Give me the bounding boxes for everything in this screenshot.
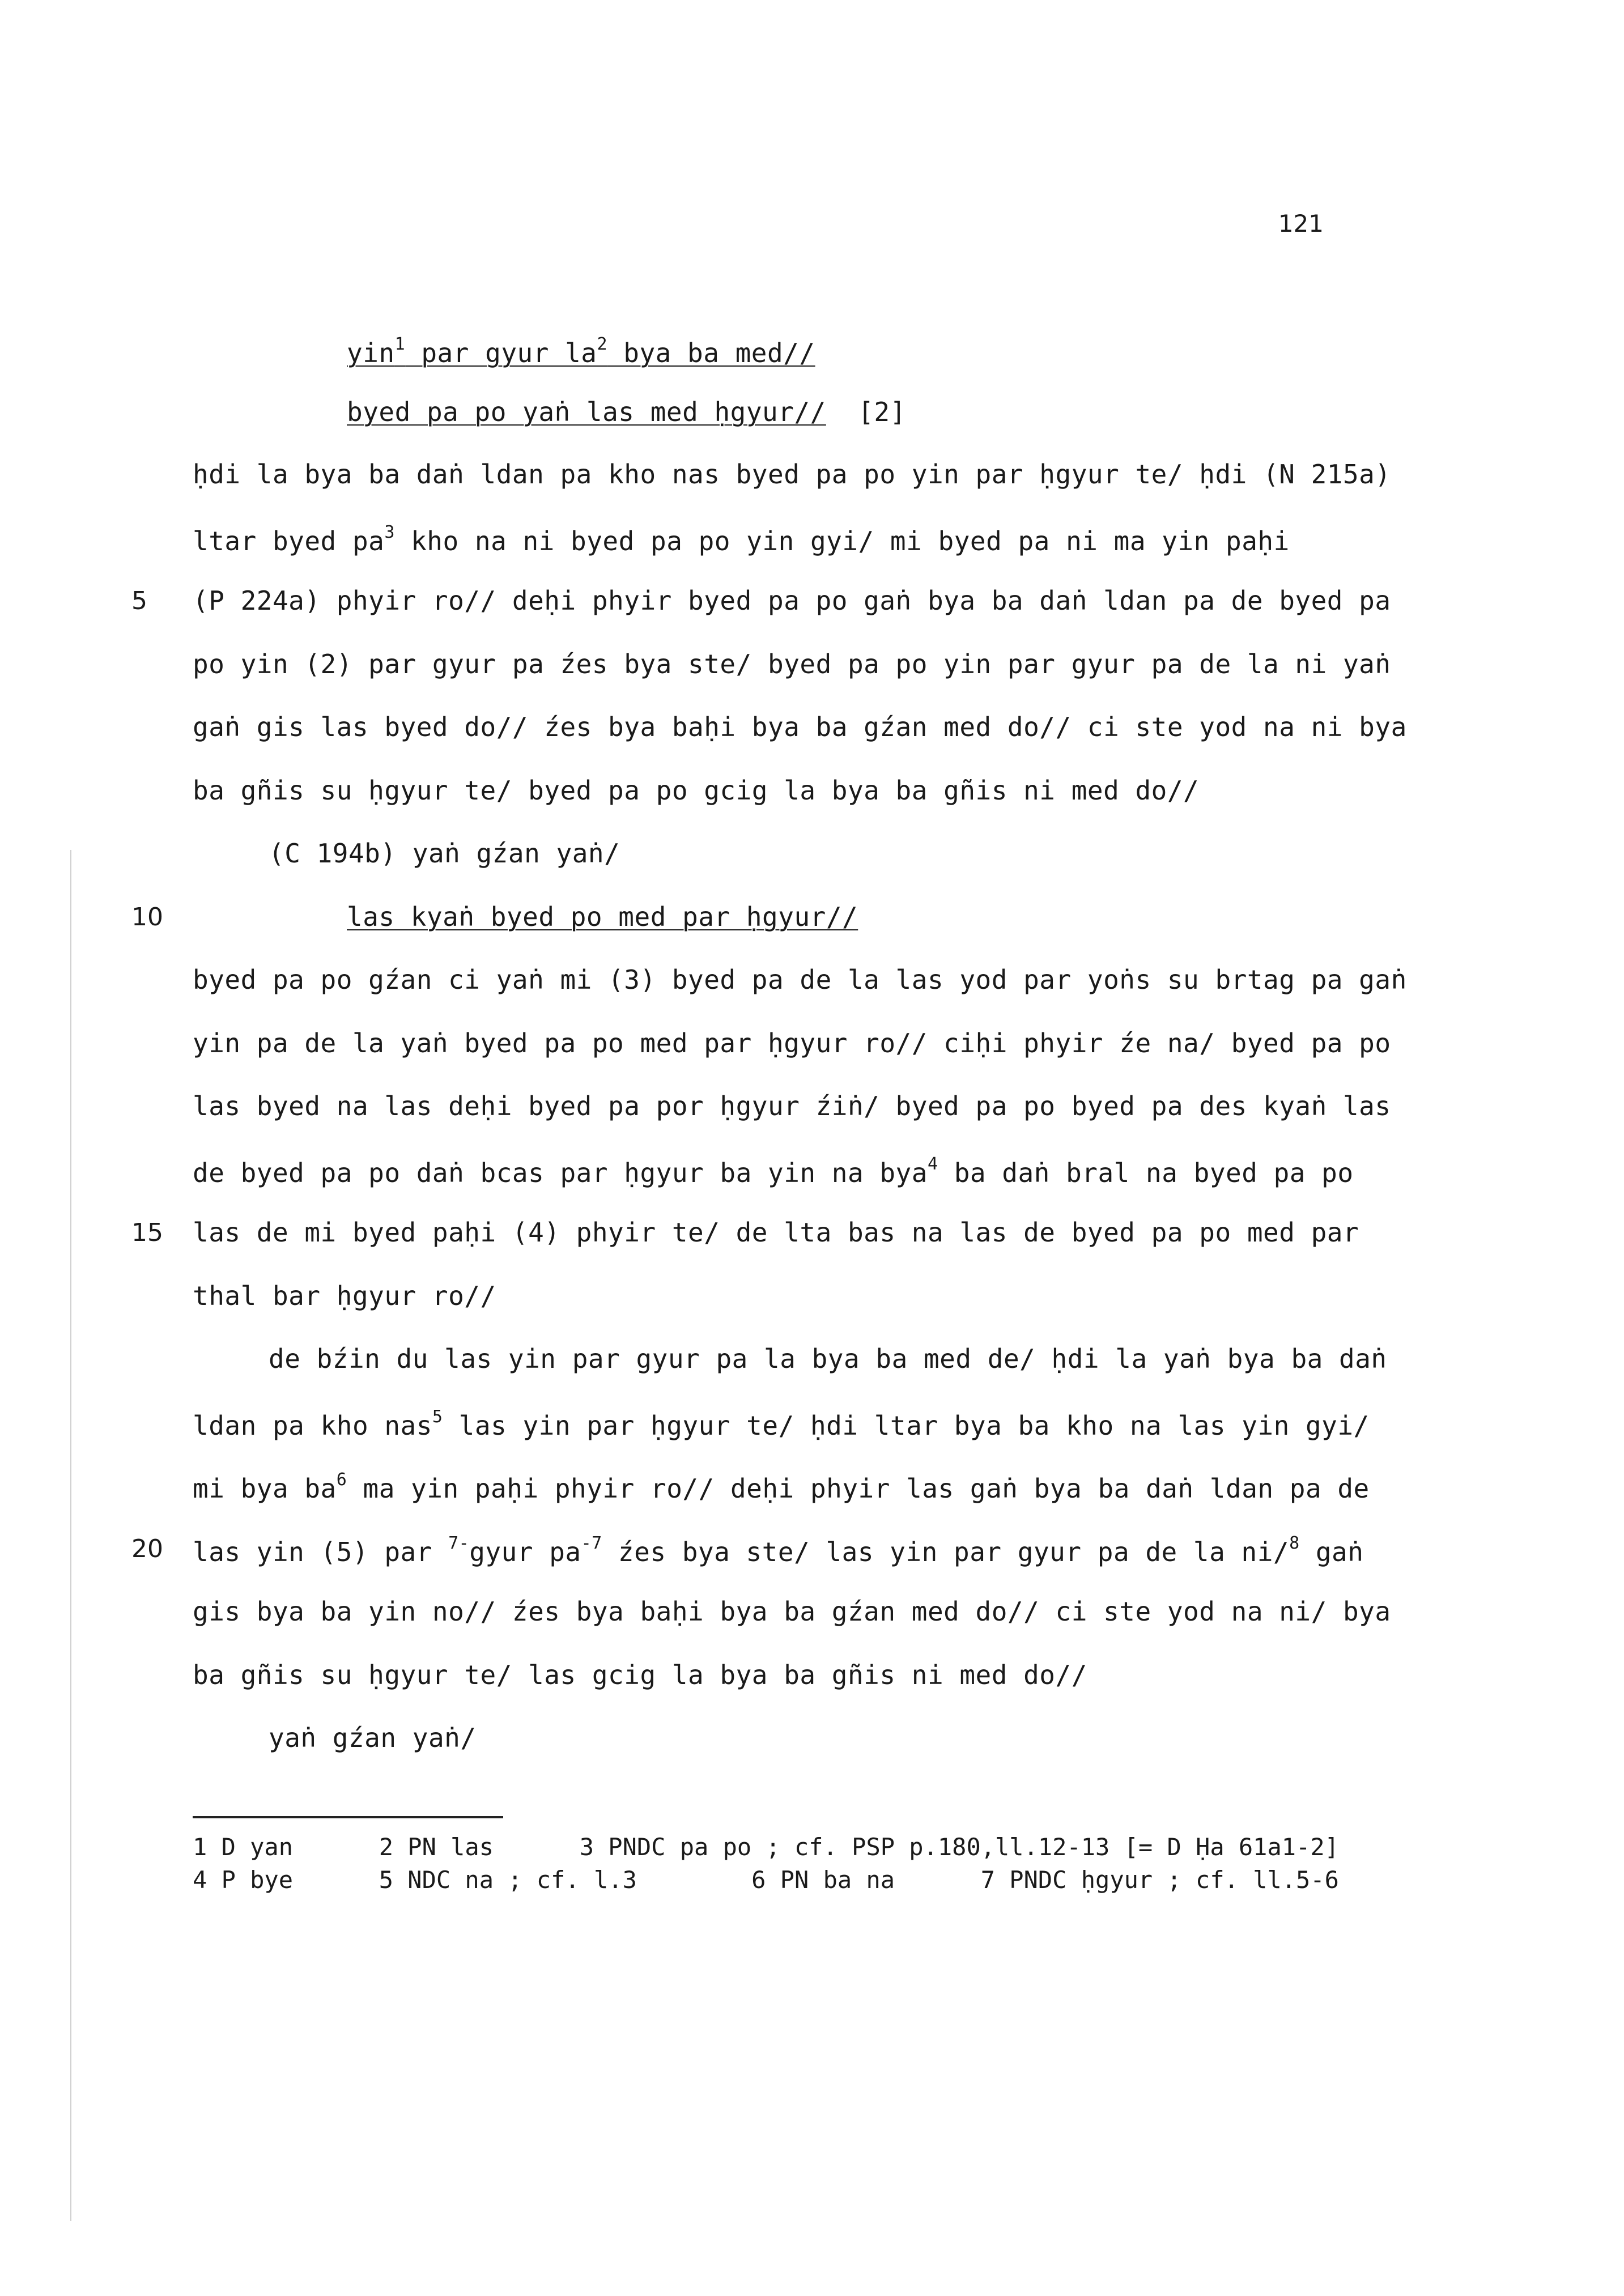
footnote-marker: 8 <box>1289 1533 1300 1553</box>
verse-line <box>347 902 858 932</box>
text-segment: ltar byed pa <box>193 525 385 556</box>
footnote-marker: 4 <box>927 1154 938 1174</box>
line-number: 5 <box>131 586 147 615</box>
footnote-marker: 2 <box>597 334 608 354</box>
verse-text <box>347 334 815 368</box>
text-segment: kho na ni byed pa po yin gyi/ mi byed pa ni ma yin paḥi <box>394 525 1290 556</box>
line-number: 20 <box>131 1534 163 1563</box>
text-segment: po yin (2) par gyur pa źes bya ste/ byed pa po yin par gyur pa de la ni yaṅ <box>193 648 1391 679</box>
text-line <box>269 838 620 869</box>
text-segment: yin <box>347 338 395 368</box>
text-segment: bya ba med// <box>607 338 815 368</box>
text-segment: byed pa po yaṅ las med ḥgyur// <box>347 397 826 427</box>
text-line <box>193 522 1290 556</box>
text-segment: thal bar ḥgyur ro// <box>193 1280 496 1311</box>
scan-margin-line <box>70 850 71 2221</box>
text-line <box>269 1723 477 1753</box>
text-segment: ldan pa kho nas <box>193 1410 432 1441</box>
verse-number: [2] <box>826 397 906 427</box>
verse-line <box>347 397 906 427</box>
text-segment: gis bya ba yin no// źes bya baḥi bya ba gźan med do// ci ste yod na ni/ bya <box>193 1596 1391 1627</box>
text-line <box>193 712 1407 742</box>
text-line <box>269 1343 1387 1374</box>
text-segment: (P 224a) phyir ro// deḥi phyir byed pa po gaṅ bya ba daṅ ldan pa de byed pa <box>193 585 1391 616</box>
text-segment: ḥdi la bya ba daṅ ldan pa kho nas byed pa po yin par ḥgyur te/ ḥdi (N 215a) <box>193 459 1391 490</box>
text-line <box>193 1281 496 1311</box>
text-line <box>193 1533 1363 1567</box>
footnote-marker: 6 <box>336 1470 347 1490</box>
text-segment: de bźin du las yin par gyur pa la bya ba med de/ ḥdi la yaṅ bya ba daṅ <box>269 1343 1387 1374</box>
text-segment: ba daṅ bral na byed pa po <box>938 1157 1354 1188</box>
text-segment: byed pa po gźan ci yaṅ mi (3) byed pa de la las yod par yoṅs su brtag pa gaṅ <box>193 964 1407 995</box>
footnote-marker: 5 <box>432 1406 443 1427</box>
verse-text <box>347 902 858 932</box>
text-segment: ma yin paḥi phyir ro// deḥi phyir las gaṅ bya ba daṅ ldan pa de <box>347 1473 1370 1504</box>
text-line <box>193 459 1391 490</box>
text-line <box>193 1028 1391 1058</box>
line-number: 10 <box>131 902 163 932</box>
text-line <box>193 1596 1391 1627</box>
text-line <box>193 964 1407 995</box>
text-segment: (C 194b) yaṅ gźan yaṅ/ <box>269 838 620 869</box>
text-line <box>193 649 1391 679</box>
text-line <box>193 1660 1087 1690</box>
text-segment: las byed na las deḥi byed pa por ḥgyur źiṅ/ byed pa po byed pa des kyaṅ las <box>193 1091 1391 1121</box>
text-segment: gaṅ <box>1299 1536 1364 1567</box>
verse-text <box>347 397 826 427</box>
text-segment: las de mi byed paḥi (4) phyir te/ de lta bas na las de byed pa po med par <box>193 1217 1359 1248</box>
text-line <box>193 585 1391 616</box>
text-segment: źes bya ste/ las yin par gyur pa de la ni/ <box>602 1536 1290 1567</box>
text-segment: gaṅ gis las byed do// źes bya baḥi bya ba gźan med do// ci ste yod na ni bya <box>193 712 1407 742</box>
text-line <box>193 1154 1354 1188</box>
text-line <box>193 1470 1370 1504</box>
verse-line <box>347 334 815 368</box>
text-segment: yin pa de la yaṅ byed pa po med par ḥgyur ro// ciḥi phyir źe na/ byed pa po <box>193 1027 1391 1058</box>
text-line <box>193 1217 1359 1248</box>
footnote-marker: -7 <box>581 1533 602 1553</box>
footnote-line: 1 D yan 2 PN las 3 PNDC pa po ; cf. PSP p.180,ll.12-13 [= D Ḥa 61a1-2] <box>193 1833 1339 1861</box>
page-number: 121 <box>1278 210 1324 237</box>
footnote-line: 4 P bye 5 NDC na ; cf. l.3 6 PN ba na 7 PNDC ḥgyur ; cf. ll.5-6 <box>193 1866 1339 1894</box>
text-segment: las yin par ḥgyur te/ ḥdi ltar bya ba kho na las yin gyi/ <box>443 1410 1370 1441</box>
text-segment: gyur pa <box>469 1536 581 1567</box>
text-line <box>193 775 1199 806</box>
footnote-marker: 3 <box>384 522 395 542</box>
text-segment: ba gñis su ḥgyur te/ byed pa po gcig la bya ba gñis ni med do// <box>193 775 1200 806</box>
footnote-rule <box>193 1816 503 1818</box>
text-segment: par gyur la <box>405 338 597 368</box>
line-number: 15 <box>131 1218 163 1247</box>
text-line <box>193 1407 1370 1441</box>
footnote-marker: 7- <box>448 1533 470 1553</box>
text-segment: ba gñis su ḥgyur te/ las gcig la bya ba gñis ni med do// <box>193 1659 1087 1690</box>
footnote-marker: 1 <box>394 334 406 354</box>
text-segment: yaṅ gźan yaṅ/ <box>269 1723 477 1753</box>
text-segment: mi bya ba <box>193 1473 337 1504</box>
text-segment: las kyaṅ byed po med par ḥgyur// <box>347 901 858 932</box>
text-segment: de byed pa po daṅ bcas par ḥgyur ba yin na bya <box>193 1157 928 1188</box>
text-line <box>193 1091 1391 1121</box>
text-segment: las yin (5) par <box>193 1536 449 1567</box>
